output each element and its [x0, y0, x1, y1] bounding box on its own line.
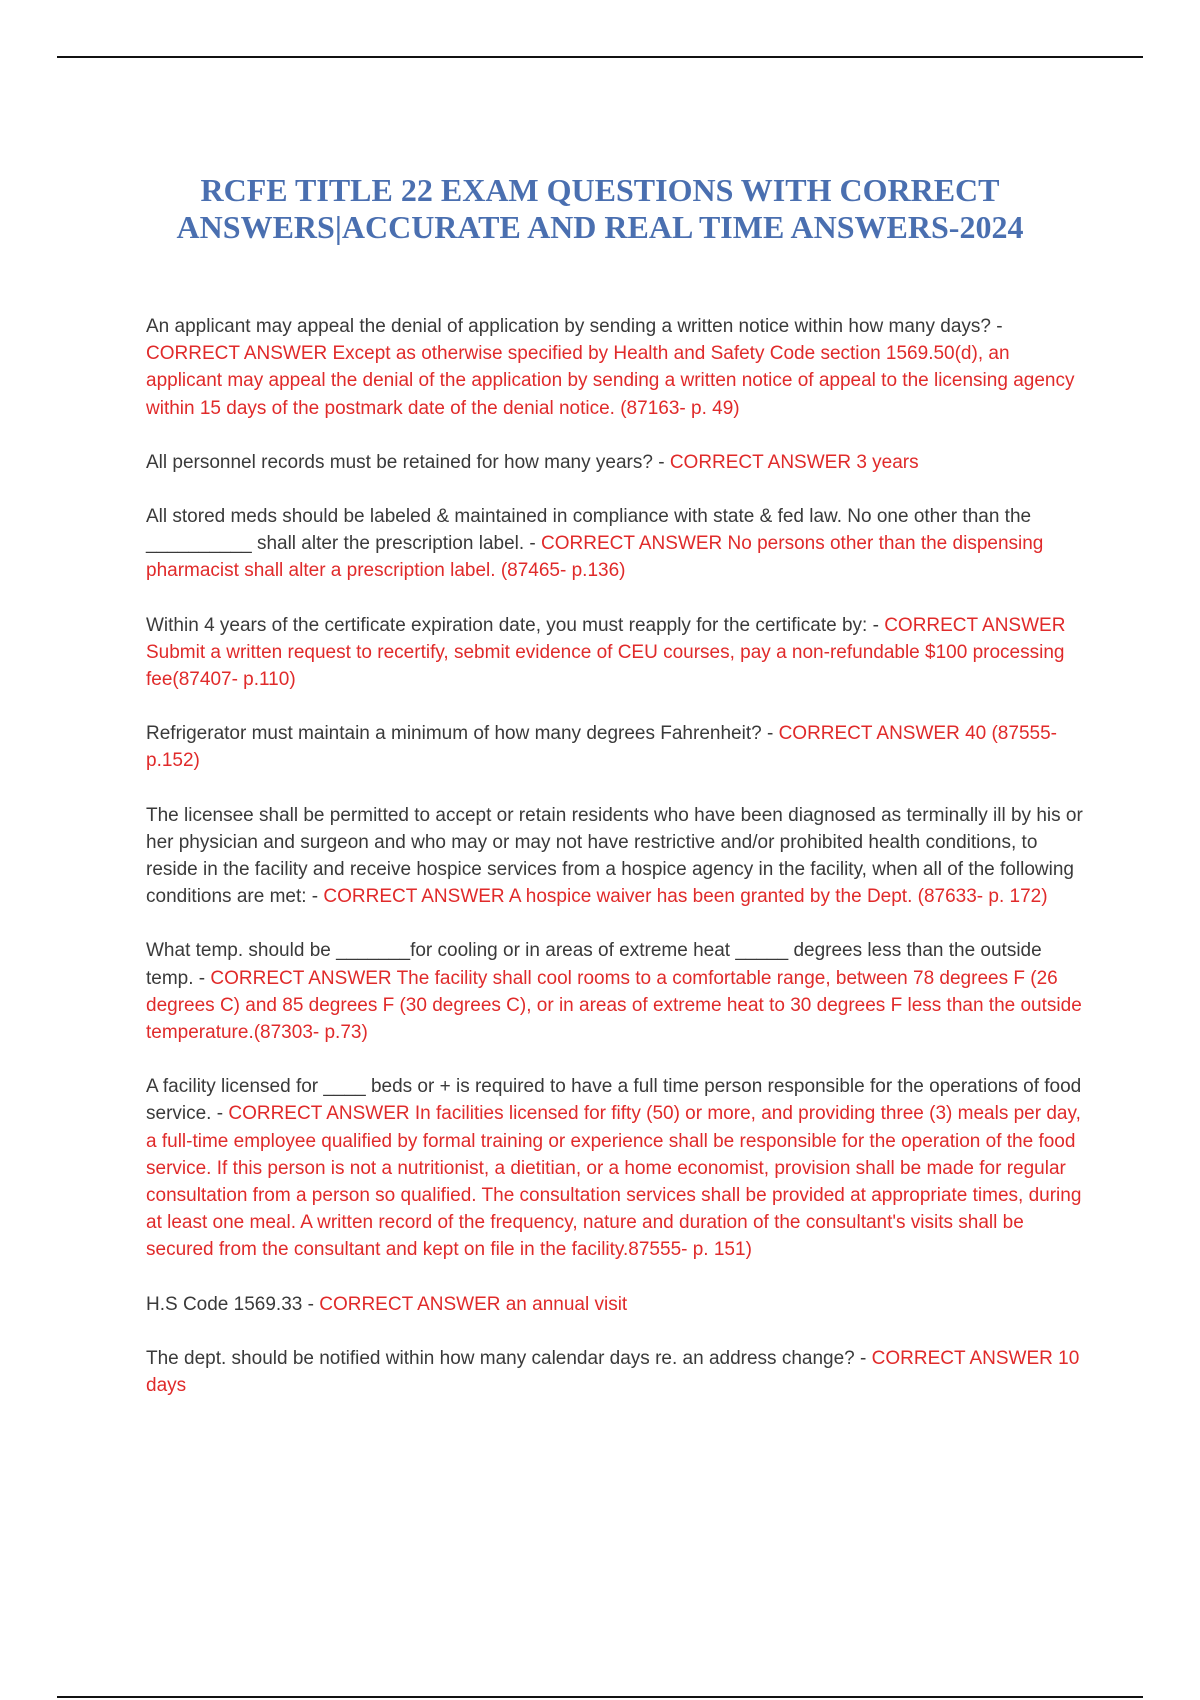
- separator: -: [990, 316, 1003, 337]
- qa-item: [146, 802, 1086, 911]
- answer: CORRECT ANSWER Except as otherwise specified by Health and Safety Code section 1569.50(d), an applicant may appeal the denial of the application by sending a written notice of appeal to the licensing agency within 15 days of the postmark date of the denial notice. (87163- p. 49): [146, 343, 1075, 419]
- question: A facility licensed for ____ beds or + is required to have a full time person responsible for the operations of food service.: [146, 1076, 1082, 1125]
- answer: CORRECT ANSWER 40 (87555- p.152): [146, 723, 1057, 772]
- question: Refrigerator must maintain a minimum of how many degrees Fahrenheit?: [146, 723, 762, 745]
- answer: CORRECT ANSWER The facility shall cool rooms to a comfortable range, between 78 degrees F (26 degrees C) and 85 degrees F (30 degrees C), or in areas of extreme heat to 30 degrees F less than the outside temperature.(87303- p.73): [146, 967, 1082, 1044]
- question: The dept. should be notified within how many calendar days re. an address change?: [146, 1347, 855, 1369]
- answer: CORRECT ANSWER 10 days: [146, 1347, 1080, 1397]
- answer: CORRECT ANSWER In facilities licensed for fifty (50) or more, and providing three (3) meals per day, a full-time employee qualified by formal training or experience shall be responsible for the operation of the food service. If this person is not a nutritionist, a dietitian, or a home economist, provision shall be made for regular consultation from a person so qualified. The consultation services shall be provided at appropriate times, during at least one meal. A written record of the frequency, nature and duration of the consultant's visits shall be secured from the consultant and kept on file in the facility.87555- p. 151): [146, 1103, 1082, 1261]
- separator: -: [652, 451, 670, 473]
- question: All personnel records must be retained for how many years?: [146, 451, 653, 473]
- answer: CORRECT ANSWER 3 years: [669, 451, 919, 473]
- separator: -: [193, 967, 211, 989]
- answer: CORRECT ANSWER Submit a written request to recertify, sebmit evidence of CEU courses, pay a non-refundable $100 processing fee(87407- p.110): [146, 614, 1066, 691]
- qa-item: [146, 449, 1086, 476]
- separator: -: [867, 614, 885, 636]
- qa-item: [146, 612, 1086, 694]
- separator: -: [211, 1103, 229, 1125]
- question: Within 4 years of the certificate expiration date, you must reapply for the certificate by:: [146, 614, 868, 636]
- question: An applicant may appeal the denial of application by sending a written notice within how many days?: [146, 316, 991, 337]
- qa-item: [146, 313, 1086, 422]
- question: All stored meds should be labeled & maintained in compliance with state & fed law. No one other than the __________ shall alter the prescription label.: [146, 506, 1032, 555]
- title-line-1: RCFE TITLE 22 EXAM QUESTIONS WITH CORRECT: [200, 172, 1000, 208]
- question: The licensee shall be permitted to accept or retain residents who have been diagnosed as terminally ill by his or her physician and surgeon and who may or may not have restrictive and/or prohibited health conditions, to reside in the facility and receive hospice services from a hospice agency in the facility, when all of the following conditions are met:: [146, 804, 1083, 908]
- qa-item: [146, 1345, 1086, 1399]
- title-line-2: ANSWERS|ACCURATE AND REAL TIME ANSWERS-2024: [176, 209, 1024, 245]
- qa-item: [146, 1291, 1086, 1318]
- answer: CORRECT ANSWER A hospice waiver has been granted by the Dept. (87633- p. 172): [323, 886, 1048, 908]
- separator: -: [524, 533, 542, 555]
- answer: CORRECT ANSWER an annual visit: [319, 1293, 628, 1315]
- document-title: [100, 172, 1100, 246]
- separator: -: [302, 1293, 320, 1315]
- separator: -: [854, 1347, 872, 1369]
- separator: -: [306, 886, 324, 908]
- qa-item: [146, 937, 1086, 1046]
- question: What temp. should be _______for cooling or in areas of extreme heat _____ degrees less than the outside temp.: [146, 940, 1042, 989]
- answer: CORRECT ANSWER No persons other than the dispensing pharmacist shall alter a prescription label. (87465- p.136): [146, 533, 1044, 582]
- qa-item: [146, 1073, 1086, 1263]
- question: H.S Code 1569.33: [146, 1293, 303, 1315]
- qa-item: [146, 720, 1086, 774]
- top-rule: [57, 56, 1143, 58]
- qa-item: [146, 503, 1086, 585]
- bottom-rule: [57, 1696, 1143, 1698]
- qa-list: [146, 313, 1086, 1426]
- separator: -: [761, 723, 779, 745]
